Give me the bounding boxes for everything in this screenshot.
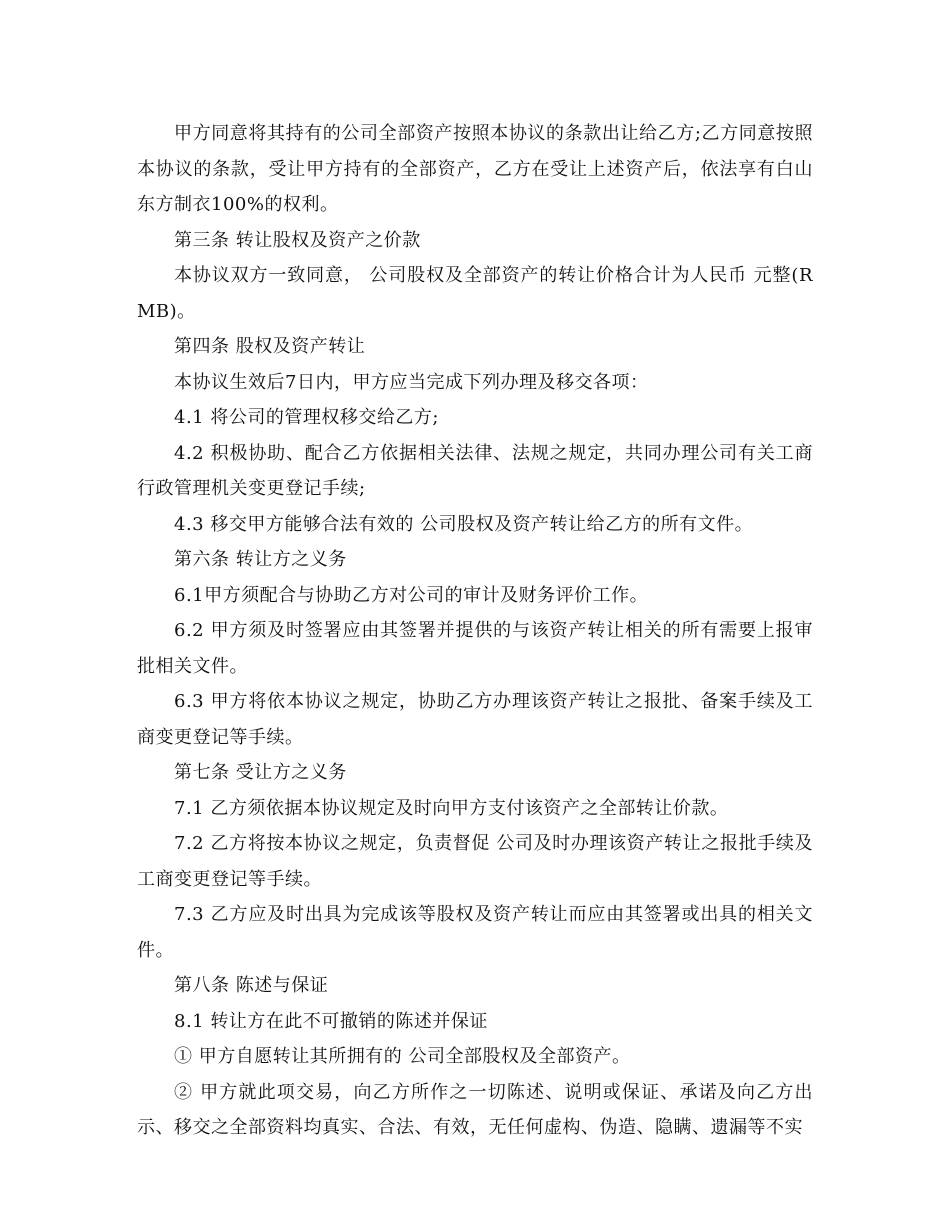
clause-8-1-item-1: ① 甲方自愿转让其所拥有的 公司全部股权及全部资产。 xyxy=(174,1046,631,1067)
clause-6-2: 6.2 甲方须及时签署应由其签署并提供的与该资产转让相关的所有需要上报审批相关文件。 xyxy=(137,620,813,677)
paragraph-price: 本协议双方一致同意， 公司股权及全部资产的转让价格合计为人民币 元整(RMB)。 xyxy=(137,265,813,322)
clause-4-3: 4.3 移交甲方能够合法有效的 公司股权及资产转让给乙方的所有文件。 xyxy=(174,513,754,535)
clause-7-1: 7.1 乙方须依据本协议规定及时向甲方支付该资产之全部转让价款。 xyxy=(174,797,729,819)
article-4-heading: 第四条 股权及资产转让 xyxy=(174,336,366,357)
article-3-heading: 第三条 转让股权及资产之价款 xyxy=(174,229,421,251)
article-8-heading: 第八条 陈述与保证 xyxy=(174,975,329,996)
clause-6-3: 6.3 甲方将依本协议之规定，协助乙方办理该资产转让之报批、备案手续及工商变更登记等手续。 xyxy=(137,691,813,748)
clause-8-1: 8.1 转让方在此不可撤销的陈述并保证 xyxy=(174,1010,488,1032)
paragraph-1: 甲方同意将其持有的公司全部资产按照本协议的条款出让给乙方;乙方同意按照本协议的条款，受让甲方持有的全部资产，乙方在受让上述资产后，依法享有白山东方制衣100%的权利。 xyxy=(137,123,813,215)
article-7-heading: 第七条 受让方之义务 xyxy=(174,762,347,783)
clause-4-2: 4.2 积极协助、配合乙方依据相关法律、法规之规定，共同办理公司有关工商行政管理机关变更登记手续; xyxy=(137,442,813,499)
clause-7-3: 7.3 乙方应及时出具为完成该等股权及资产转让而应由其签署或出具的相关文件。 xyxy=(137,904,813,961)
article-6-heading: 第六条 转让方之义务 xyxy=(174,549,347,570)
clause-4-1: 4.1 将公司的管理权移交给乙方; xyxy=(174,407,439,428)
clause-7-2: 7.2 乙方将按本协议之规定，负责督促 公司及时办理该资产转让之报批手续及工商变更登记等手续。 xyxy=(137,833,813,890)
clause-6-1: 6.1甲方须配合与协助乙方对公司的审计及财务评价工作。 xyxy=(174,584,649,606)
paragraph-4-intro: 本协议生效后7日内，甲方应当完成下列办理及移交各项： xyxy=(174,371,649,393)
clause-8-1-item-2: ② 甲方就此项交易，向乙方所作之一切陈述、说明或保证、承诺及向乙方出示、移交之全部资料均真实、合法、有效，无任何虚构、伪造、隐瞒、遗漏等不实 xyxy=(137,1081,813,1138)
